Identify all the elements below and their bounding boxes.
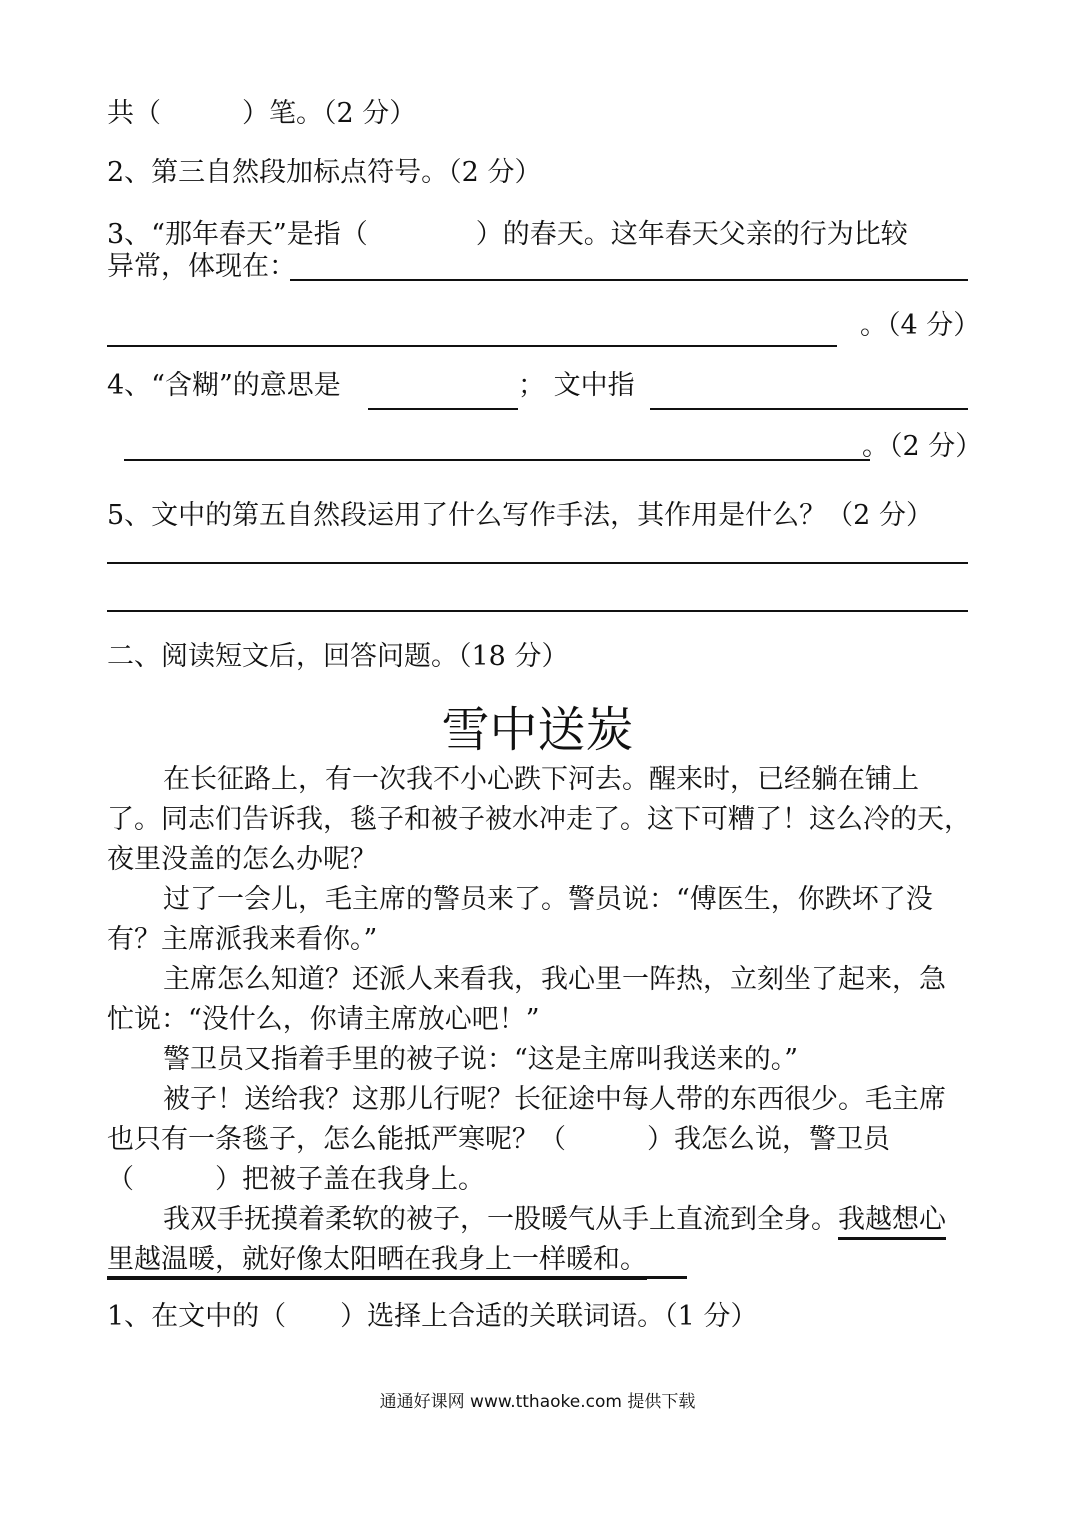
q5: 5、文中的第五自然段运用了什么写作手法，其作用是什么？（2 分） [107,500,933,531]
q4-meaning-line[interactable] [368,408,518,410]
q4-label-b: ； 文中指 [518,370,635,401]
underlined-sentence: 我越想心里越温暖，就好像太阳晒在我身上一样暖和。 [107,1204,946,1280]
section2-q1: 1、在文中的（ ）选择上合适的关联词语。（1 分） [107,1301,758,1332]
q3-answer-line-2[interactable] [107,345,837,347]
q4-context-line[interactable] [650,408,968,410]
q4-label: 4、“含糊”的意思是 [107,370,341,401]
q2: 2、第三自然段加标点符号。（2 分） [107,157,542,188]
section2-heading: 二、阅读短文后，回答问题。（18 分） [107,641,569,672]
passage-paragraph-6 [107,1200,972,1280]
q1-tail: 共（ ）笔。（2 分） [107,98,417,129]
q3-score: 。（4 分） [860,310,981,341]
passage-paragraph-2: 过了一会儿，毛主席的警员来了。警员说：“傅医生，你跌坏了没有？主席派我来看你。” [107,884,933,955]
q5-answer-line-2[interactable] [107,610,968,612]
footer-credit: 通通好课网 www.tthaoke.com 提供下载 [379,1392,696,1412]
q3-line2: 异常，体现在： [107,251,296,282]
passage-paragraph-1: 在长征路上，有一次我不小心跌下河去。醒来时，已经躺在铺上了。同志们告诉我，毯子和被子被水冲走了。这下可糟了！这么冷的天，夜里没盖的怎么办呢？ [107,764,971,875]
q4-score: 。（2 分） [862,431,983,462]
passage-paragraph-4: 警卫员又指着手里的被子说：“这是主席叫我送来的。” [163,1044,799,1075]
paragraph-6-text: 我双手抚摸着柔软的被子，一股暖气从手上直流到全身。 [163,1204,838,1235]
q5-answer-line-1[interactable] [107,562,968,564]
passage-paragraph-5: 被子！送给我？这那儿行呢？长征途中每人带的东西很少。毛主席也只有一条毯子，怎么能抵严寒呢？（ ）我怎么说，警卫员（ ）把被子盖在我身上。 [107,1084,946,1195]
underline-end [107,1276,687,1279]
q4-answer-line-2[interactable] [124,459,870,461]
q3-answer-line-1[interactable] [290,279,968,281]
passage-paragraph-3: 主席怎么知道？还派人来看我，我心里一阵热，立刻坐了起来，急忙说：“没什么，你请主席放心吧！” [107,964,946,1035]
passage-title: 雪中送炭 [441,702,634,758]
q3-line1: 3、“那年春天”是指（ ）的春天。这年春天父亲的行为比较 [107,219,908,250]
